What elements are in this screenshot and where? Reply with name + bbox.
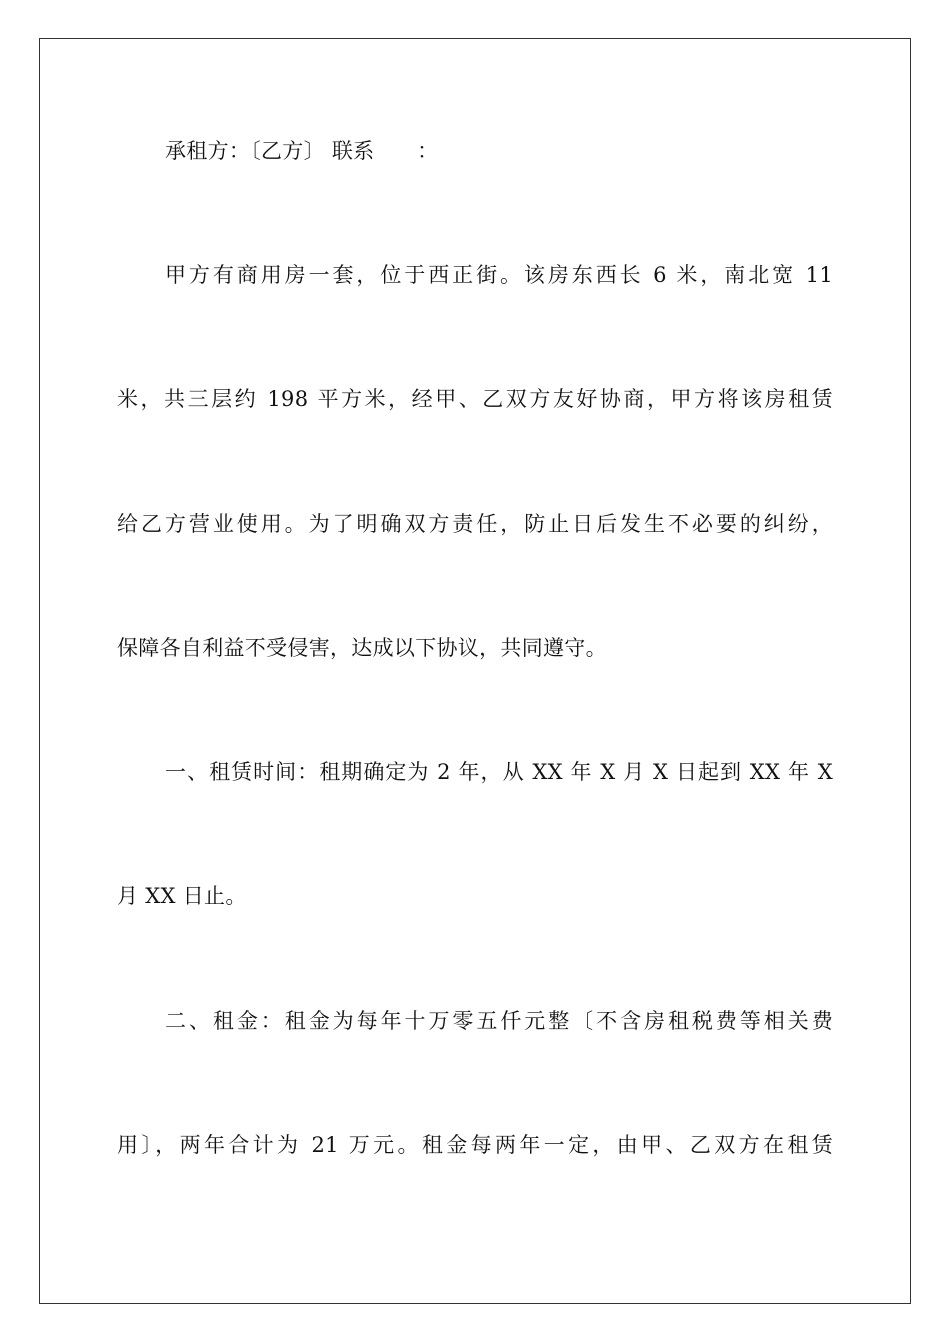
clause-2-line: 用〕，两年合计为 21 万元。租金每两年一定，由甲、乙双方在租赁	[117, 1133, 833, 1157]
paragraph-line: 米，共三层约 198 平方米，经甲、乙双方友好协商，甲方将该房租赁	[117, 387, 833, 411]
page-border	[39, 38, 911, 1304]
clause-1-line: 一、租赁时间：租期确定为 2 年，从 XX 年 X 月 X 日起到 XX 年 X	[165, 760, 833, 784]
clause-1-line: 月 XX 日止。	[117, 884, 247, 908]
paragraph-line: 给乙方营业使用。为了明确双方责任，防止日后发生不必要的纠纷，	[117, 512, 833, 536]
paragraph-line: 保障各自利益不受侵害，达成以下协议，共同遵守。	[117, 636, 607, 660]
lessee-line: 承租方：〔乙方〕 联系 ：	[165, 139, 439, 163]
paragraph-line: 甲方有商用房一套，位于西正街。该房东西长 6 米，南北宽 11	[165, 263, 833, 287]
clause-2-line: 二、租金：租金为每年十万零五仟元整〔不含房租税费等相关费	[165, 1009, 833, 1033]
